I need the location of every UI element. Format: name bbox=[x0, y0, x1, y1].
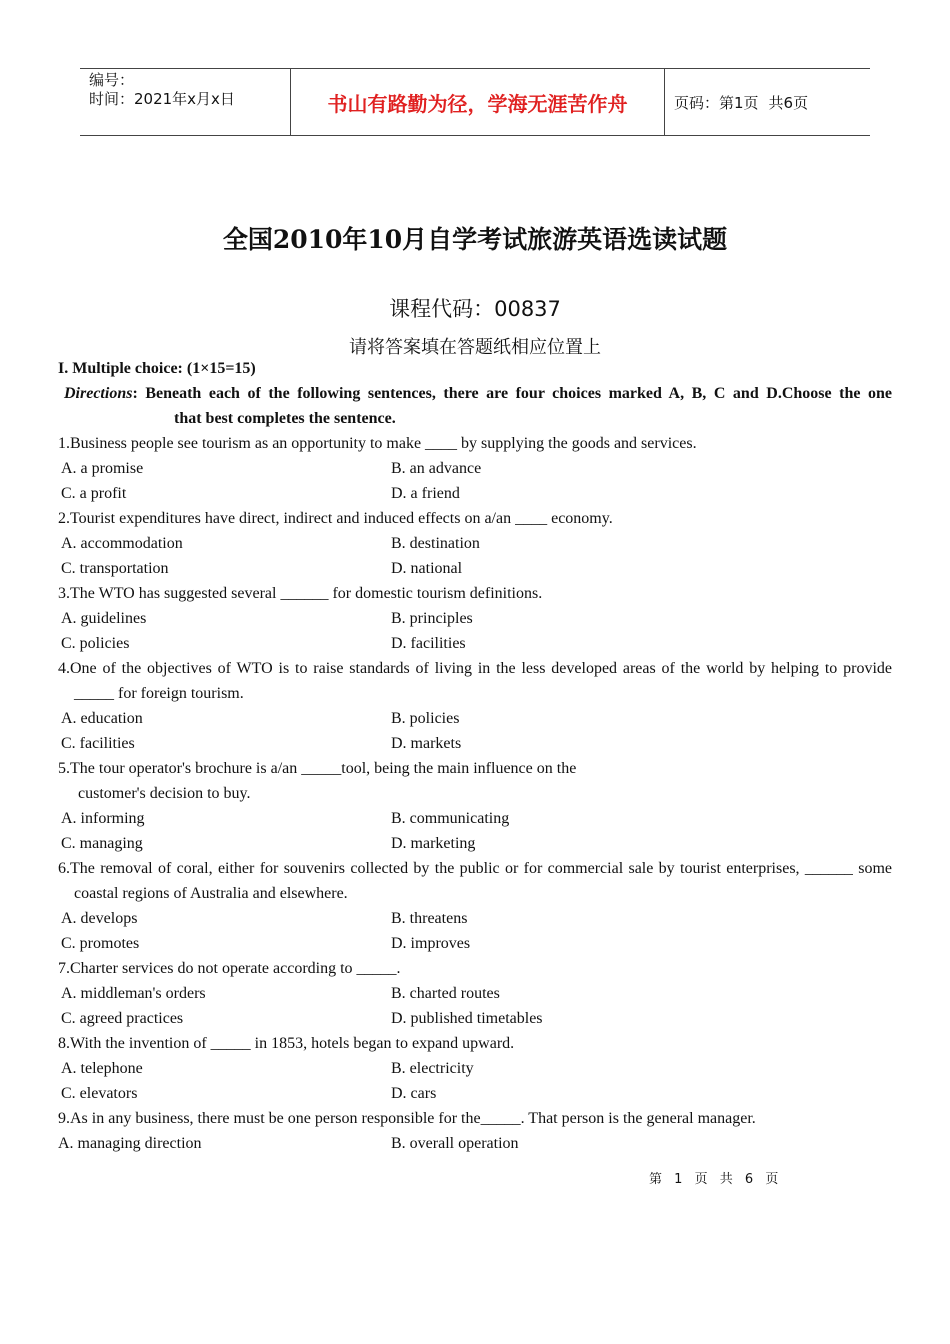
option-d: D. marketing bbox=[391, 835, 476, 852]
option-a: A. managing direction bbox=[58, 1135, 202, 1152]
option-a: A. education bbox=[61, 710, 143, 727]
header-meta bbox=[80, 69, 291, 135]
option-b: B. an advance bbox=[391, 460, 482, 477]
option-d: D. national bbox=[391, 560, 463, 577]
exam-title: 全国2010年10月自学考试旅游英语选读试题 bbox=[222, 225, 728, 254]
question-3: 3.The WTO has suggested several ______ for domestic tourism definitions. bbox=[58, 585, 543, 602]
option-a: A. accommodation bbox=[61, 535, 183, 552]
option-b: B. overall operation bbox=[391, 1135, 519, 1152]
options-row bbox=[58, 531, 892, 556]
option-a: A. guidelines bbox=[61, 610, 147, 627]
footer-last: 页 bbox=[765, 1172, 781, 1187]
header-page-info bbox=[665, 69, 870, 135]
option-b: B. charted routes bbox=[391, 985, 500, 1002]
option-d: D. markets bbox=[391, 735, 462, 752]
time-label: 时间：2021年x月x日 bbox=[89, 90, 235, 108]
footer-total: 共 bbox=[719, 1172, 735, 1187]
footer-first: 第 bbox=[649, 1172, 665, 1187]
option-d: D. a friend bbox=[391, 485, 460, 502]
option-d: D. improves bbox=[391, 935, 471, 952]
option-c: C. promotes bbox=[61, 935, 140, 952]
question-2: 2.Tourist expenditures have direct, indirect and induced effects on a/an ____ economy. bbox=[58, 510, 613, 527]
directions-label: Directions bbox=[64, 385, 133, 402]
total-label: 共6页 bbox=[768, 93, 809, 112]
option-a: A. middleman's orders bbox=[61, 985, 206, 1002]
options-row bbox=[58, 556, 892, 581]
options-row bbox=[58, 606, 892, 631]
option-b: B. principles bbox=[391, 610, 473, 627]
options-row bbox=[58, 481, 892, 506]
footer-page-num: 1 bbox=[674, 1172, 685, 1187]
page-footer bbox=[649, 1168, 780, 1187]
footer-page: 页 bbox=[694, 1172, 710, 1187]
question-8: 8.With the invention of _____ in 1853, hotels began to expand upward. bbox=[58, 1035, 515, 1052]
document-header bbox=[80, 68, 870, 136]
exam-content bbox=[58, 356, 892, 1156]
question-6: 6.The removal of coral, either for souvenirs collected by the public or for commercial sale by tourist enterprises, ______ some coastal regions of Australia and elsewhere. bbox=[58, 860, 892, 902]
options-row bbox=[58, 1081, 892, 1106]
option-c: C. facilities bbox=[61, 735, 135, 752]
option-b: B. communicating bbox=[391, 810, 510, 827]
question-4: 4.One of the objectives of WTO is to raise standards of living in the less developed areas of the world by helping to provide _____ for foreign tourism. bbox=[58, 660, 892, 702]
option-c: C. elevators bbox=[61, 1085, 138, 1102]
options-row bbox=[58, 731, 892, 756]
option-a: A. a promise bbox=[61, 460, 144, 477]
options-row bbox=[58, 1131, 892, 1156]
course-code: 课程代码：00837 bbox=[389, 297, 561, 321]
option-b: B. destination bbox=[391, 535, 480, 552]
options-row bbox=[58, 981, 892, 1006]
question-9: 9.As in any business, there must be one person responsible for the_____. That person is the general manager. bbox=[58, 1110, 756, 1127]
directions bbox=[58, 381, 892, 406]
options-row bbox=[58, 831, 892, 856]
number-label: 编号： bbox=[89, 71, 135, 89]
option-b: B. policies bbox=[391, 710, 460, 727]
directions-continued: that best completes the sentence. bbox=[174, 410, 396, 427]
options-row bbox=[58, 706, 892, 731]
options-row bbox=[58, 1056, 892, 1081]
option-a: A. develops bbox=[61, 910, 138, 927]
options-row bbox=[58, 806, 892, 831]
header-motto: 书山有路勤为径，学海无涯苦作舟 bbox=[291, 69, 665, 135]
options-row bbox=[58, 456, 892, 481]
question-1: 1.Business people see tourism as an opportunity to make ____ by supplying the goods and services. bbox=[58, 435, 697, 452]
option-b: B. electricity bbox=[391, 1060, 474, 1077]
option-b: B. threatens bbox=[391, 910, 468, 927]
question-7: 7.Charter services do not operate according to _____. bbox=[58, 960, 401, 977]
footer-total-num: 6 bbox=[744, 1172, 756, 1187]
page-label: 页码：第1页 bbox=[674, 93, 759, 112]
options-row bbox=[58, 1006, 892, 1031]
option-a: A. informing bbox=[61, 810, 145, 827]
option-c: C. a profit bbox=[61, 485, 127, 502]
option-c: C. transportation bbox=[61, 560, 169, 577]
option-d: D. facilities bbox=[391, 635, 466, 652]
options-row bbox=[58, 906, 892, 931]
option-c: C. agreed practices bbox=[61, 1010, 184, 1027]
options-row bbox=[58, 931, 892, 956]
option-c: C. managing bbox=[61, 835, 143, 852]
options-row bbox=[58, 631, 892, 656]
option-c: C. policies bbox=[61, 635, 130, 652]
option-d: D. published timetables bbox=[391, 1010, 543, 1027]
answer-instruction: 请将答案填在答题纸相应位置上 bbox=[349, 337, 601, 358]
option-d: D. cars bbox=[391, 1085, 437, 1102]
question-5: 5.The tour operator's brochure is a/an _____tool, being the main influence on the bbox=[58, 760, 577, 777]
question-5-continued: customer's decision to buy. bbox=[78, 785, 251, 802]
section-heading: I. Multiple choice: (1×15=15) bbox=[58, 360, 256, 377]
option-a: A. telephone bbox=[61, 1060, 143, 1077]
directions-text: : Beneath each of the following sentences, there are four choices marked A, B, C and D.Choose the one bbox=[132, 385, 892, 402]
